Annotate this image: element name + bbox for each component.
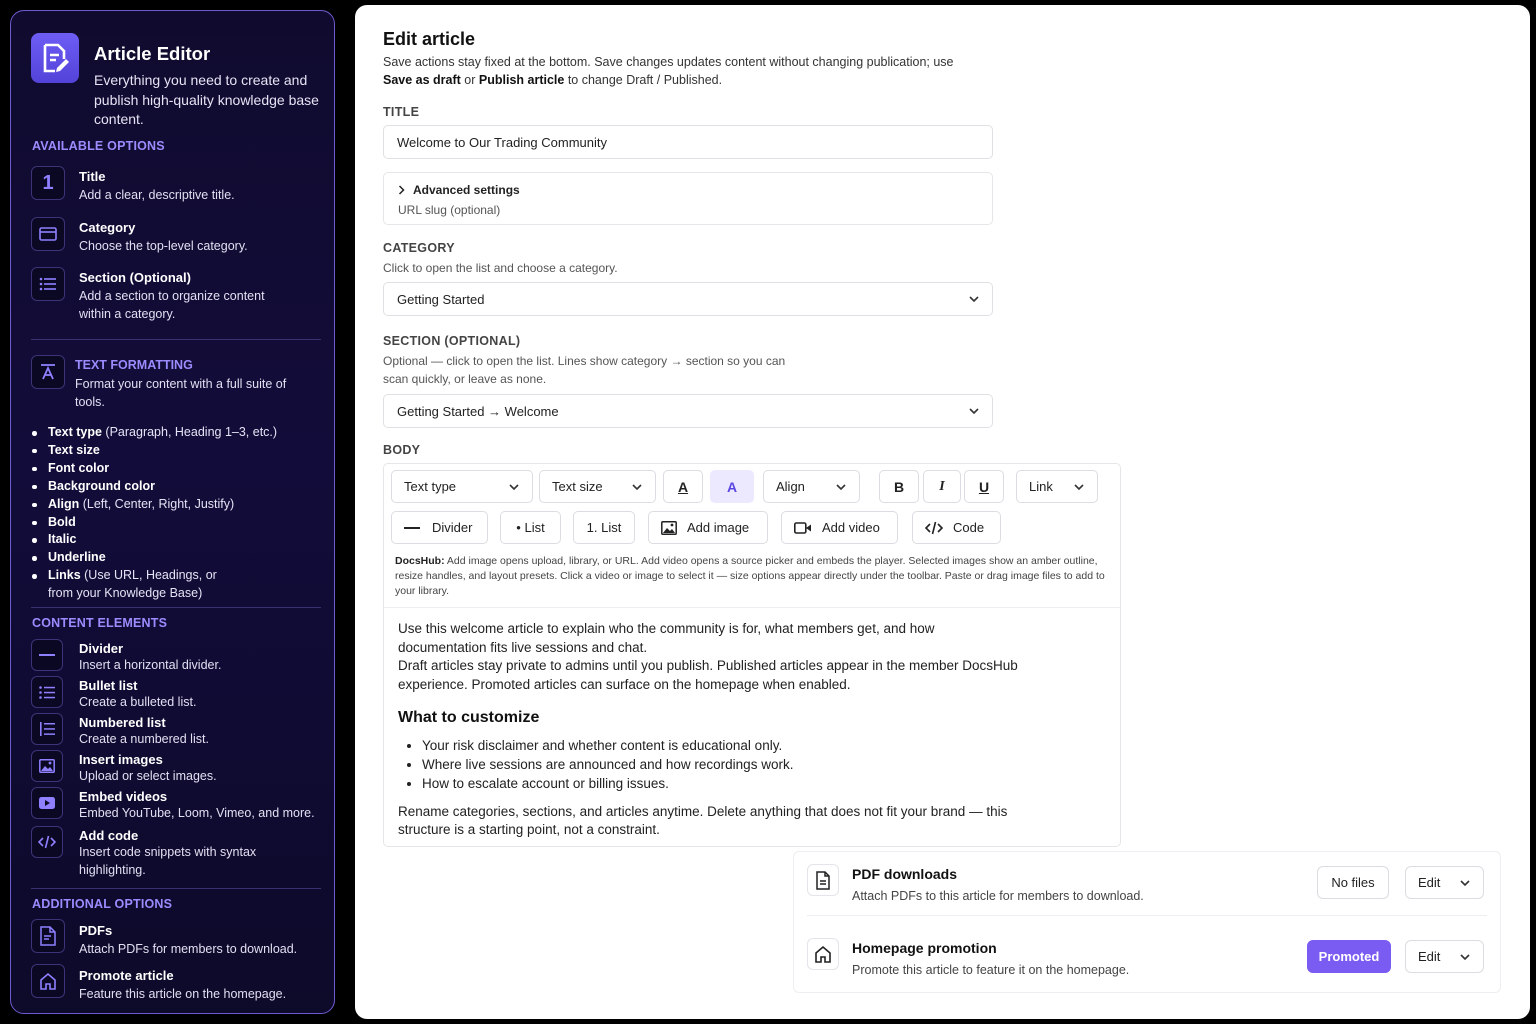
element-desc: Insert code snippets with syntax highlighting. — [79, 845, 257, 877]
option-label: Section (Optional) — [79, 270, 191, 285]
divider — [31, 339, 321, 340]
numbered-list-button[interactable] — [573, 511, 635, 544]
underline-icon: U — [978, 478, 990, 495]
editor-content[interactable] — [398, 620, 1038, 840]
section-select[interactable] — [383, 394, 993, 428]
option-desc: Choose the top-level category. — [79, 239, 248, 253]
font-color-icon: A — [677, 478, 689, 495]
home-icon — [31, 964, 65, 998]
bullet-list-button[interactable] — [500, 511, 561, 544]
divider — [384, 607, 1120, 608]
image-icon — [661, 521, 677, 535]
code-icon — [31, 826, 63, 858]
homepage-promotion-desc: Promote this article to feature it on the homepage. — [852, 963, 1130, 977]
list-item: • Your risk disclaimer and whether content is educational only. — [422, 736, 1038, 755]
element-label: Divider — [79, 641, 124, 656]
pdf-edit-dropdown[interactable] — [1405, 866, 1484, 899]
category-label: CATEGORY — [383, 241, 455, 255]
bullet-list-icon — [31, 676, 63, 708]
body-label: BODY — [383, 443, 421, 457]
numbered-list-label: 1. List — [586, 520, 622, 535]
font-color-button[interactable] — [663, 470, 703, 503]
sidebar — [10, 10, 335, 1014]
element-desc: Insert a horizontal divider. — [79, 658, 222, 672]
body-heading: What to customize — [398, 709, 540, 726]
body-paragraph: Rename categories, sections, and articles anytime. Delete anything that does not fit your brand — this structure is a starting point, not a constraint. — [398, 803, 1008, 837]
image-icon — [31, 750, 63, 782]
add-image-label: Add image — [687, 520, 750, 535]
text-format-icon — [31, 355, 65, 389]
chevron-down-icon — [968, 405, 980, 417]
option-label: Promote article — [79, 968, 174, 983]
divider-label: Divider — [432, 520, 473, 535]
chevron-down-icon — [508, 481, 520, 493]
text-type-dropdown[interactable] — [391, 470, 533, 503]
list-item: Underline — [30, 549, 300, 567]
pdf-downloads-title: PDF downloads — [852, 866, 957, 882]
element-label: Numbered list — [79, 715, 166, 730]
section-help: Optional — click to open the list. Lines show category → section so you can scan quickly, or leave as none. — [383, 354, 786, 386]
list-item: Background color — [30, 478, 300, 496]
category-select[interactable] — [383, 282, 993, 316]
add-video-label: Add video — [822, 520, 880, 535]
text-formatting-desc: Format your content with a full suite of tools. — [75, 377, 287, 409]
list-item: Align (Left, Center, Right, Justify) — [30, 496, 300, 514]
background-color-icon: A — [726, 478, 738, 495]
link-label: Link — [1029, 479, 1053, 494]
formatting-list — [30, 424, 300, 603]
text-type-label: Text type — [404, 479, 457, 494]
sidebar-description: Everything you need to create and publish high-quality knowledge base content. — [94, 72, 319, 127]
advanced-settings[interactable] — [383, 172, 993, 225]
chevron-down-icon — [835, 481, 847, 493]
numbered-list-icon — [31, 713, 63, 745]
promo-edit-dropdown[interactable] — [1405, 940, 1484, 973]
section-label: SECTION (OPTIONAL) — [383, 334, 521, 348]
url-slug-input[interactable]: URL slug (optional) — [398, 203, 501, 217]
text-formatting-title: TEXT FORMATTING — [75, 358, 193, 372]
align-dropdown[interactable] — [763, 470, 860, 503]
add-video-button[interactable] — [781, 511, 898, 544]
list-item: • Where live sessions are announced and how recordings work. — [422, 755, 1038, 774]
body-paragraph: Draft articles stay private to admins until you publish. Published articles appear in the member DocsHub experience. Promoted articles can surface on the homepage when enabled. — [398, 658, 1018, 692]
element-label: Insert images — [79, 752, 163, 767]
align-label: Align — [776, 479, 805, 494]
page-title: Edit article — [383, 29, 476, 49]
list-item: Italic — [30, 531, 300, 549]
category-help: Click to open the list and choose a category. — [383, 261, 618, 275]
underline-button[interactable] — [964, 470, 1004, 503]
divider — [31, 888, 321, 889]
number-one-icon: 1 — [31, 166, 65, 200]
element-label: Embed videos — [79, 789, 168, 804]
body-bullet-list — [422, 736, 1038, 793]
option-label: PDFs — [79, 923, 113, 938]
chevron-right-icon — [398, 185, 405, 195]
edit-label: Edit — [1418, 875, 1441, 890]
list-item: Text type (Paragraph, Heading 1–3, etc.) — [30, 424, 300, 442]
list-icon — [31, 267, 65, 301]
pdf-status-badge[interactable]: No files — [1317, 866, 1389, 899]
element-desc: Create a bulleted list. — [79, 695, 197, 709]
promoted-badge[interactable]: Promoted — [1307, 940, 1391, 973]
divider — [807, 915, 1487, 916]
italic-icon: I — [939, 478, 945, 494]
list-item: Text size — [30, 442, 300, 460]
edit-article-panel — [355, 5, 1530, 1019]
category-value: Getting Started — [397, 291, 485, 307]
list-item: Bold — [30, 514, 300, 532]
element-label: Add code — [79, 828, 139, 843]
bullet-list-label: • List — [516, 520, 545, 535]
list-item: Font color — [30, 460, 300, 478]
bold-icon: B — [893, 478, 905, 495]
element-label: Bullet list — [79, 678, 138, 693]
section-value: Getting Started → Welcome — [397, 403, 559, 419]
chevron-down-icon — [968, 293, 980, 305]
option-desc: Feature this article on the homepage. — [79, 987, 287, 1001]
sidebar-title: Article Editor — [94, 43, 211, 64]
pdf-file-icon — [807, 864, 839, 896]
option-desc: Attach PDFs for members to download. — [79, 942, 298, 956]
available-options-title: AVAILABLE OPTIONS — [32, 139, 165, 153]
video-camera-icon — [794, 522, 812, 534]
edit-label: Edit — [1418, 949, 1441, 964]
code-button[interactable] — [912, 511, 1001, 544]
background-color-button[interactable] — [710, 470, 754, 503]
chevron-down-icon — [1073, 481, 1085, 493]
code-icon — [925, 521, 943, 535]
code-label: Code — [953, 520, 985, 535]
article-extras-panel — [793, 851, 1501, 993]
chevron-down-icon — [1459, 877, 1471, 889]
bold-button[interactable] — [879, 470, 919, 503]
add-image-button[interactable] — [648, 511, 768, 544]
list-item: • How to escalate account or billing issues. — [422, 774, 1038, 793]
text-size-dropdown[interactable] — [539, 470, 656, 503]
homepage-promotion-title: Homepage promotion — [852, 940, 997, 956]
title-label: TITLE — [383, 105, 420, 119]
folder-icon — [31, 217, 65, 251]
minus-icon — [404, 526, 420, 530]
video-icon — [31, 787, 63, 819]
pdf-downloads-row — [794, 852, 1502, 922]
divider-button[interactable] — [391, 511, 488, 544]
home-icon — [807, 938, 839, 970]
element-desc: Embed YouTube, Loom, Vimeo, and more. — [79, 806, 315, 820]
chevron-down-icon — [631, 481, 643, 493]
divider — [31, 607, 321, 608]
element-desc: Upload or select images. — [79, 769, 217, 783]
advanced-settings-label: Advanced settings — [413, 183, 520, 197]
pdf-downloads-desc: Attach PDFs to this article for members to download. — [852, 889, 1144, 903]
homepage-promotion-row — [794, 926, 1502, 996]
title-input[interactable]: Welcome to Our Trading Community — [383, 125, 993, 159]
option-label: Category — [79, 220, 136, 235]
page-description: Save actions stay fixed at the bottom. Save changes updates content without changing publication; use Save as draft or Publish article to change Draft / Published. — [383, 55, 954, 87]
body-paragraph: Use this welcome article to explain who the community is for, what members get, and how documentation fits live sessions and chat. — [398, 621, 935, 655]
list-item: Links (Use URL, Headings, or from your Knowledge Base) — [30, 567, 230, 603]
option-label: Title — [79, 169, 106, 184]
italic-button[interactable] — [923, 470, 961, 503]
pdf-icon — [31, 919, 65, 953]
chevron-down-icon — [1459, 951, 1471, 963]
link-dropdown[interactable] — [1016, 470, 1098, 503]
advanced-settings-toggle[interactable] — [398, 183, 520, 197]
text-size-label: Text size — [552, 479, 603, 494]
editor-help-note: DocsHub: Add image opens upload, library, or URL. Add video opens a source picker and embeds the player. Selected images show an amber outline, resize handles, and layout presets. Click a video or image to select it — size options appear directly under the toolbar. Paste or drag image files to add to your library. — [395, 555, 1105, 597]
body-editor — [383, 463, 1121, 847]
additional-options-title: ADDITIONAL OPTIONS — [32, 897, 173, 911]
document-edit-icon — [31, 33, 79, 83]
option-desc: Add a section to organize content within a category. — [79, 289, 265, 321]
minus-icon — [31, 639, 63, 671]
option-desc: Add a clear, descriptive title. — [79, 188, 235, 202]
content-elements-title: CONTENT ELEMENTS — [32, 616, 168, 630]
element-desc: Create a numbered list. — [79, 732, 209, 746]
